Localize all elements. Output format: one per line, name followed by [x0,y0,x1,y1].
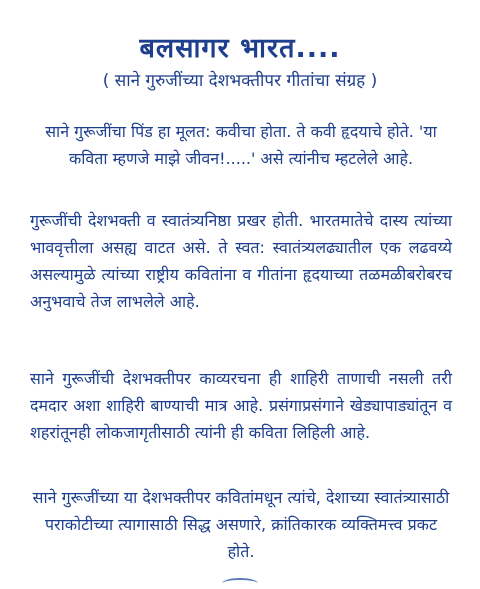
paragraph-poetry-style: साने गुरूजींची देशभक्तीपर काव्यरचना ही शाहिरी ताणाची नसली तरी दमदार अशा शाहिरी बाण्याची मात्र आहे. प्रसंगाप्रसंगाने खेड्यापाड्यांतून व शहरांतूनही लोकजागृतीसाठी त्यांनी ही कविता लिहिली आहे. [30,369,452,442]
paragraph-intro: साने गुरूजींचा पिंड हा मूलत: कवीचा होता. ते कवी हृदयाचे होते. 'या कविता म्हणजे माझे जीवन!.....' असे त्यांनीच म्हटलेले आहे. [45,122,437,168]
paragraph-personality: साने गुरूजींच्या या देशभक्तीपर कवितांमधून त्यांचे, देशाच्या स्वातंत्र्यासाठी पराकोटीच्या त्यागासाठी सिद्ध असणारे, क्रांतिकारक व्यक्तिमत्त्व प्रकट होते. [32,488,450,561]
page-subtitle: ( साने गुरुजींच्या देशभक्तीपर गीतांचा संग्रह ) [102,71,378,91]
page-title: बलसागर भारत.... [139,33,341,64]
bottom-ornament [222,578,258,589]
paragraph-patriotism: गुरूजींची देशभक्ती व स्वातंत्र्यनिष्ठा प्रखर होती. भारतमातेचे दास्य त्यांच्या भाववृत्तीला असह्य वाटत असे. ते स्वत: स्वातंत्र्यलढ्यातील एक लढवय्ये असल्यामुळे त्यांच्या राष्ट्रीय कवितांना व गीतांना हृदयाच्या तळमळीबरोबरच अनुभवाचे तेज लाभलेले आहे. [30,211,452,311]
